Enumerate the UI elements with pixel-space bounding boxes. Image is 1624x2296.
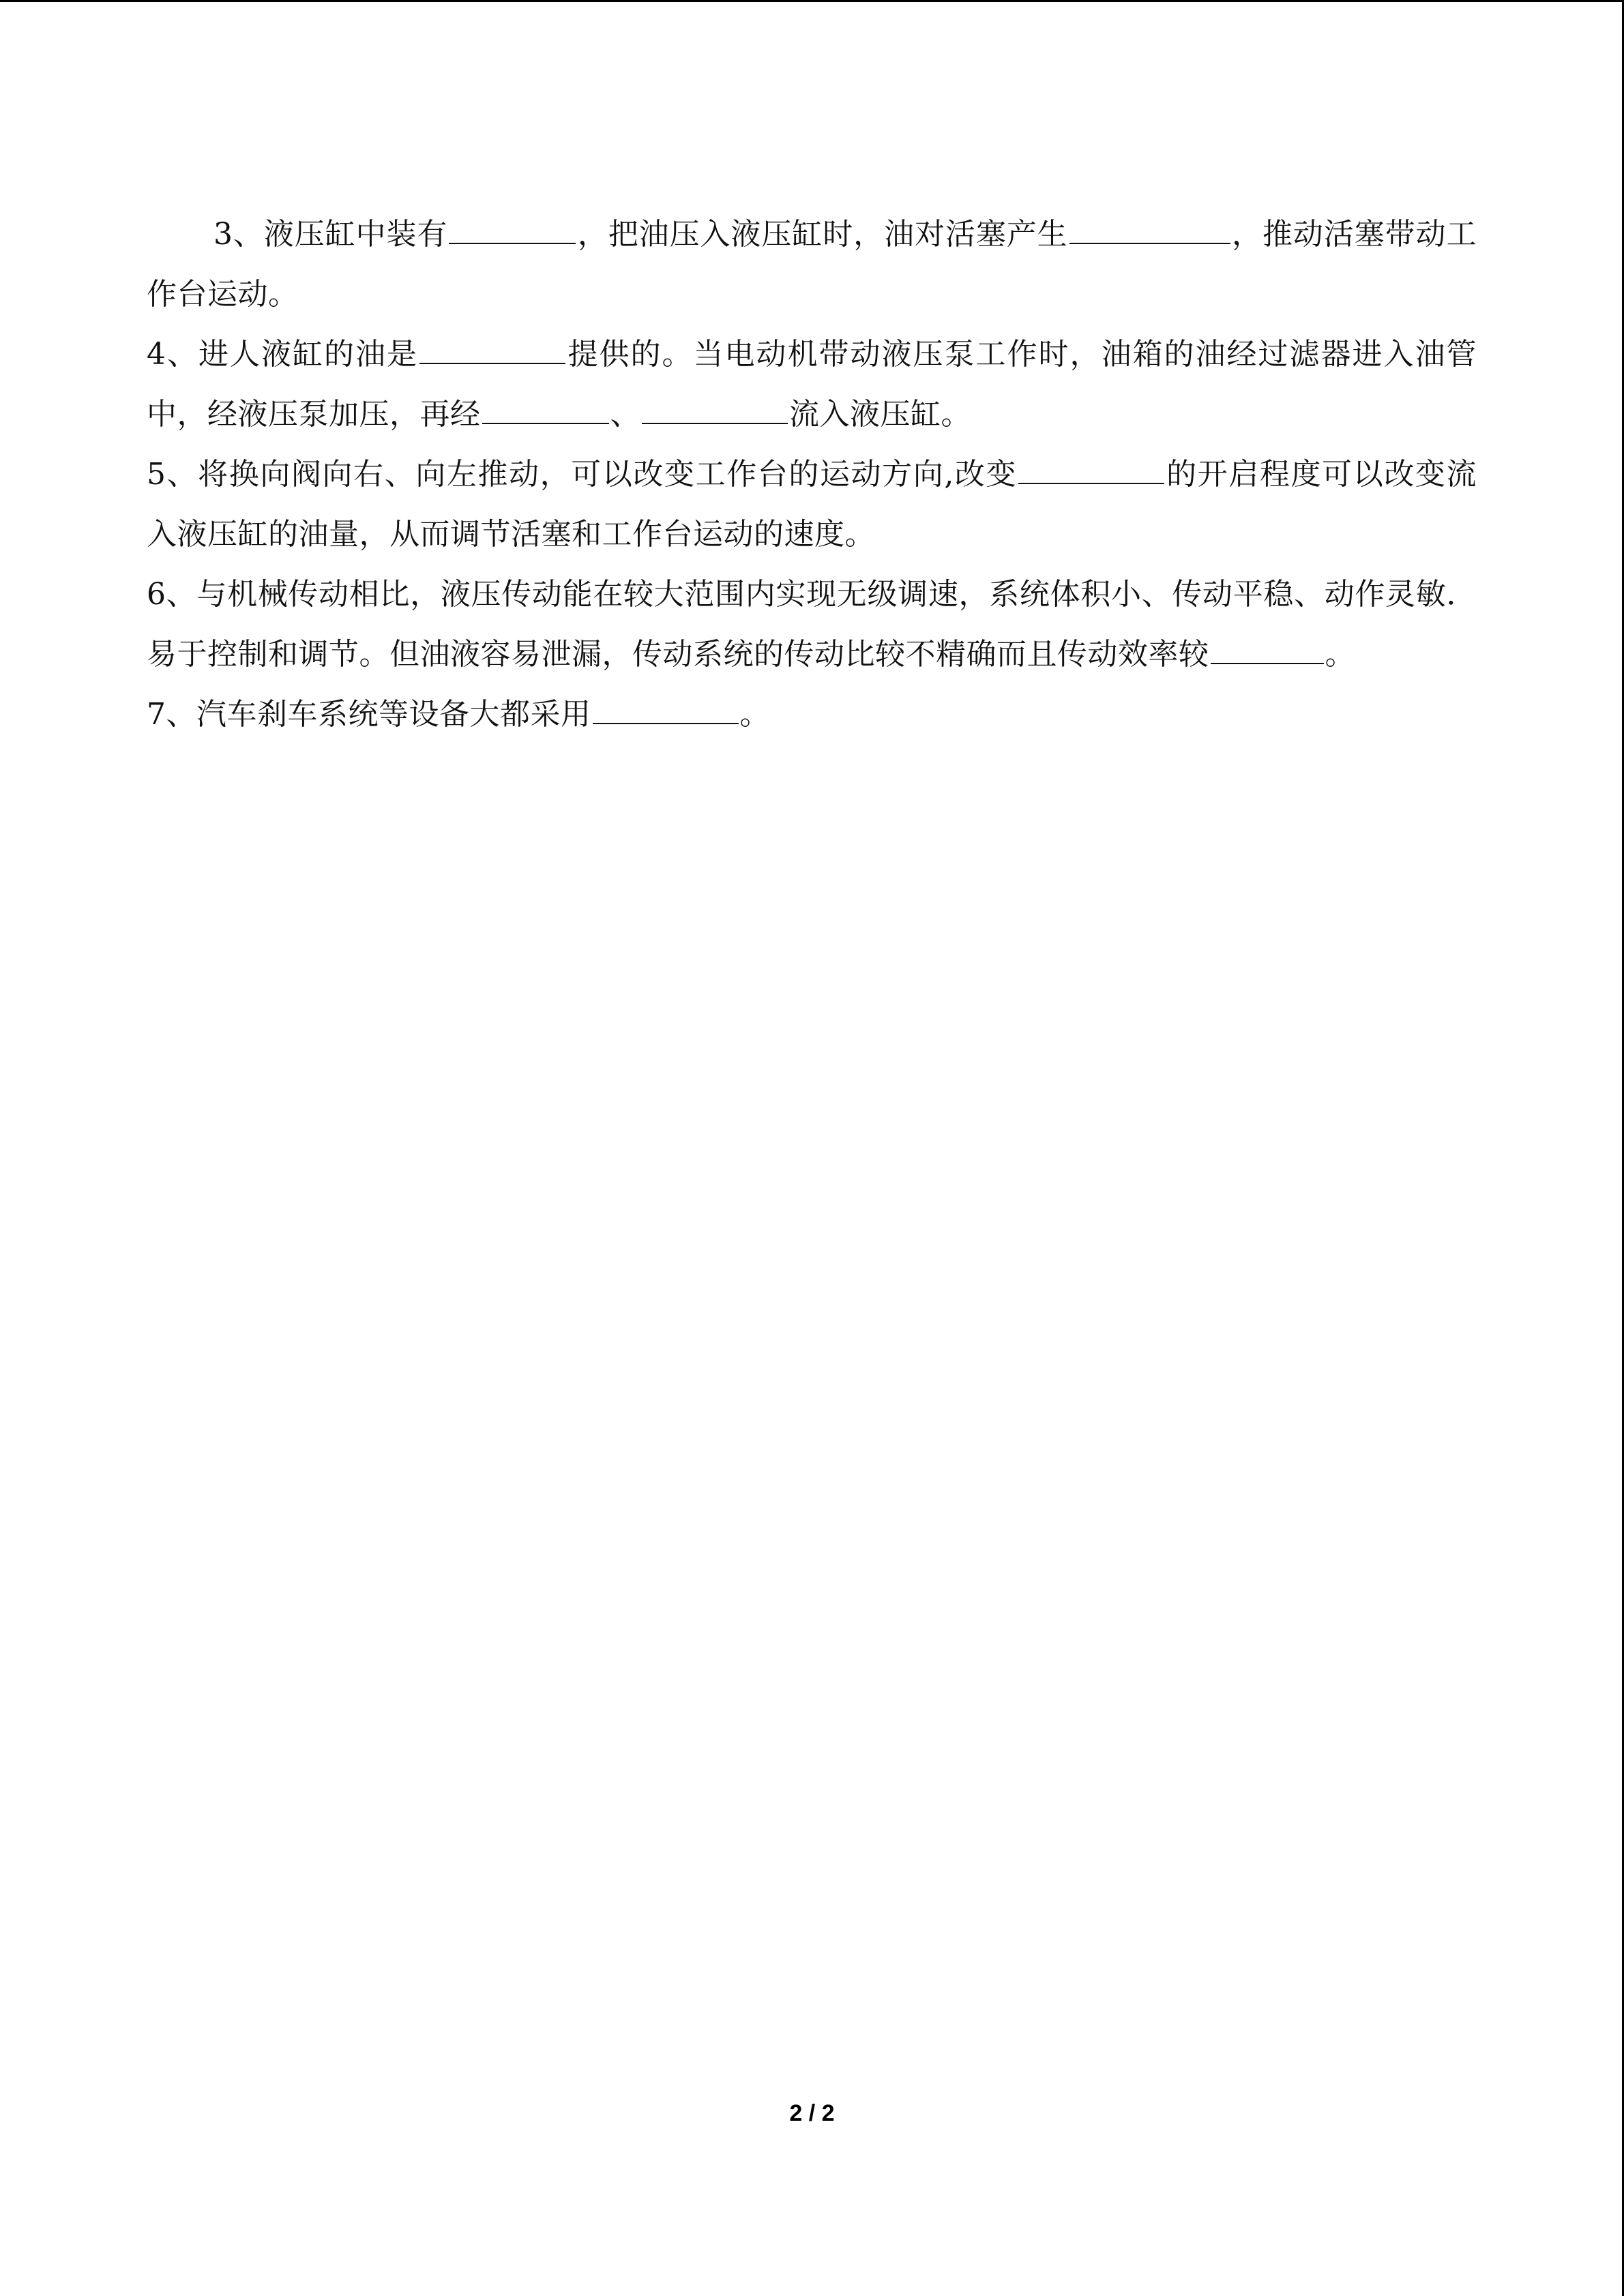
question-3 [147, 205, 1477, 325]
page-number: 2 / 2 [789, 2100, 835, 2126]
question-3-text-1: 3、液压缸中装有 [213, 217, 448, 252]
question-4-text-4: 流入液压缸。 [789, 397, 971, 432]
answer-blank [593, 700, 739, 724]
answer-blank [642, 400, 788, 424]
question-6-text-1: 6、与机械传动相比，液压传动能在较大范围内实现无级调速，系统体积小、传动平稳、动作灵敏．易于控制和调节。但油液容易泄漏，传动系统的传动比较不精确而且传动效率较 [147, 577, 1477, 672]
question-7-text-1: 7、汽车刹车系统等设备大都采用 [147, 697, 591, 732]
question-4-text-1: 4、进人液缸的油是 [147, 337, 418, 372]
question-5 [147, 445, 1477, 565]
answer-blank [1211, 640, 1324, 664]
answer-blank [1018, 460, 1164, 484]
question-5-text-2: 的开启程度可以改变流入液压缸的油量，从而调节活塞和工作台运动的速度。 [147, 457, 1477, 552]
question-4-text-3: 、 [610, 397, 640, 432]
question-3-text-2: ，把油压入液压缸时，油对活塞产生 [577, 217, 1068, 252]
question-5-text-1: 5、将换向阀向右、向左推动，可以改变工作台的运动方向,改变 [147, 457, 1018, 492]
question-4 [147, 325, 1477, 445]
document-body [147, 205, 1477, 745]
answer-blank [482, 400, 609, 424]
question-7-text-2: 。 [739, 697, 770, 732]
question-6 [147, 565, 1477, 685]
answer-blank [449, 220, 576, 244]
question-4-text-2: 提供的。当电动机带动液压泵工作时，油箱的油经过滤器进入油管中，经液压泵加压，再经 [147, 337, 1477, 432]
answer-blank [1069, 220, 1230, 244]
question-7 [147, 685, 1477, 745]
answer-blank [419, 340, 565, 364]
question-6-text-2: 。 [1325, 637, 1355, 672]
page-top-border [0, 0, 1624, 2]
question-3-text-3: ，推动活塞带动工作台运动。 [147, 217, 1477, 312]
